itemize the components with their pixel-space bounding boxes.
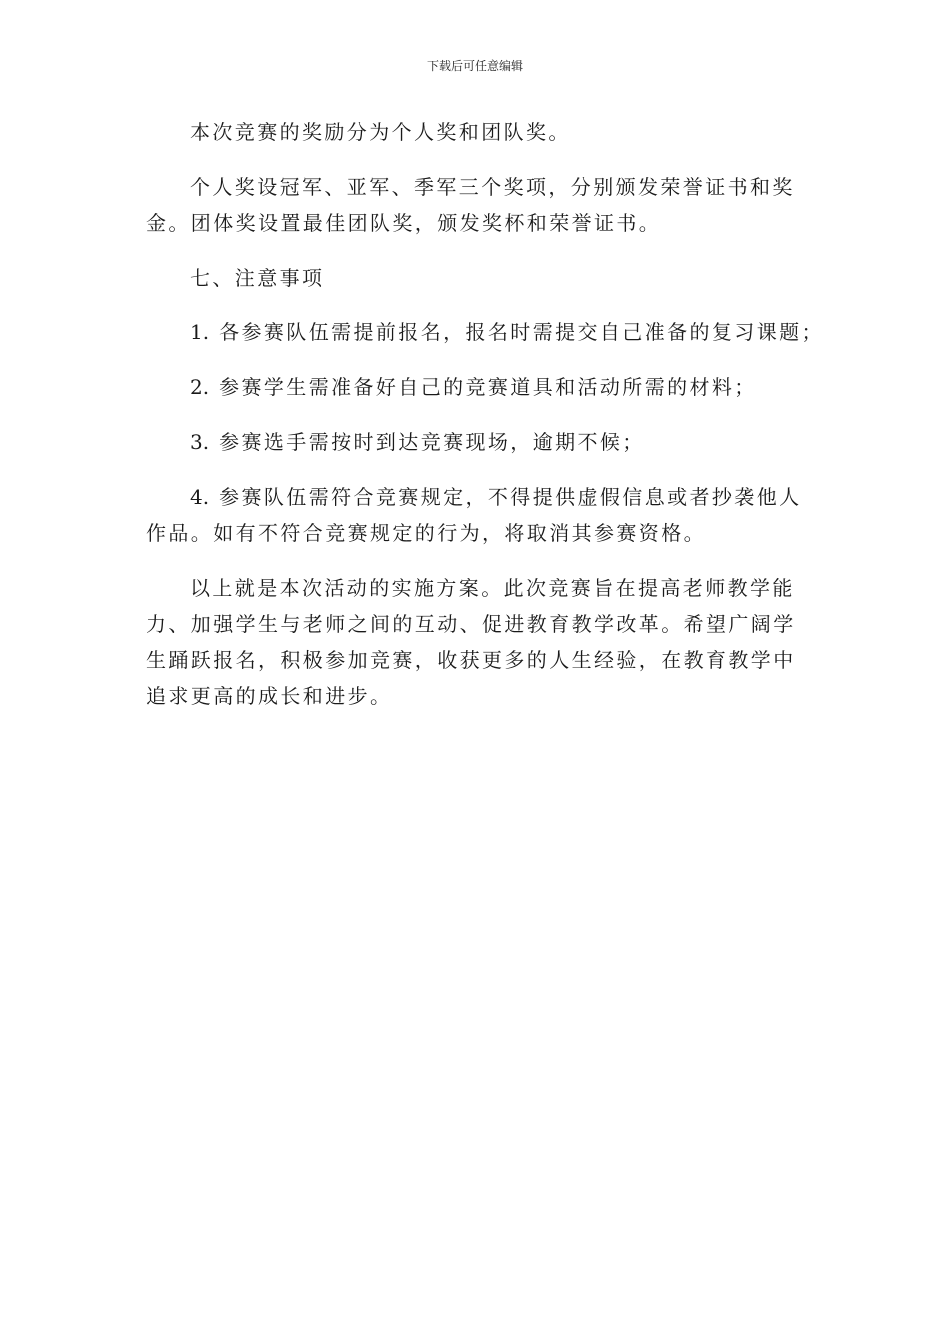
document-body [146, 114, 824, 733]
notice-item-4 [146, 479, 818, 551]
award-details-paragraph [146, 169, 818, 241]
section-title-text: 七、注意事项 [190, 266, 325, 290]
notice-item-1 [146, 314, 824, 350]
text-line: 生踊跃报名，积极参加竞赛，收获更多的人生经验，在教育教学中 [146, 648, 796, 672]
text-line: 以上就是本次活动的实施方案。此次竞赛旨在提高老师教学能 [190, 576, 795, 600]
text-line [146, 424, 818, 460]
text-line [146, 314, 824, 350]
text-line: 金。团体奖设置最佳团队奖，颁发奖杯和荣誉证书。 [146, 211, 662, 235]
item-text: 参赛队伍需符合竞赛规定，不得提供虚假信息或者抄袭他人 [219, 485, 802, 509]
item-number: 4. [190, 485, 210, 509]
item-text: 各参赛队伍需提前报名，报名时需提交自己准备的复习课题； [219, 320, 824, 344]
item-text: 参赛学生需准备好自己的竞赛道具和活动所需的材料； [219, 375, 757, 399]
notice-item-3 [146, 424, 818, 460]
closing-paragraph [146, 570, 818, 714]
text-line: 本次竞赛的奖励分为个人奖和团队奖。 [190, 120, 571, 144]
text-line: 个人奖设冠军、亚军、季军三个奖项，分别颁发荣誉证书和奖 [190, 175, 795, 199]
item-number: 3. [190, 430, 210, 454]
notice-item-2 [146, 369, 818, 405]
award-intro-paragraph [146, 114, 818, 150]
item-text: 参赛选手需按时到达竞赛现场，逾期不候； [219, 430, 645, 454]
item-number: 1. [190, 320, 210, 344]
section-title [146, 260, 818, 296]
text-line: 作品。如有不符合竞赛规定的行为，将取消其参赛资格。 [146, 521, 706, 545]
text-line [146, 479, 818, 515]
text-line [146, 369, 818, 405]
item-number: 2. [190, 375, 210, 399]
text-line: 追求更高的成长和进步。 [146, 684, 393, 708]
text-line: 力、加强学生与老师之间的互动、促进教育教学改革。希望广阔学 [146, 612, 796, 636]
page-header: 下载后可任意编辑 [426, 59, 523, 73]
